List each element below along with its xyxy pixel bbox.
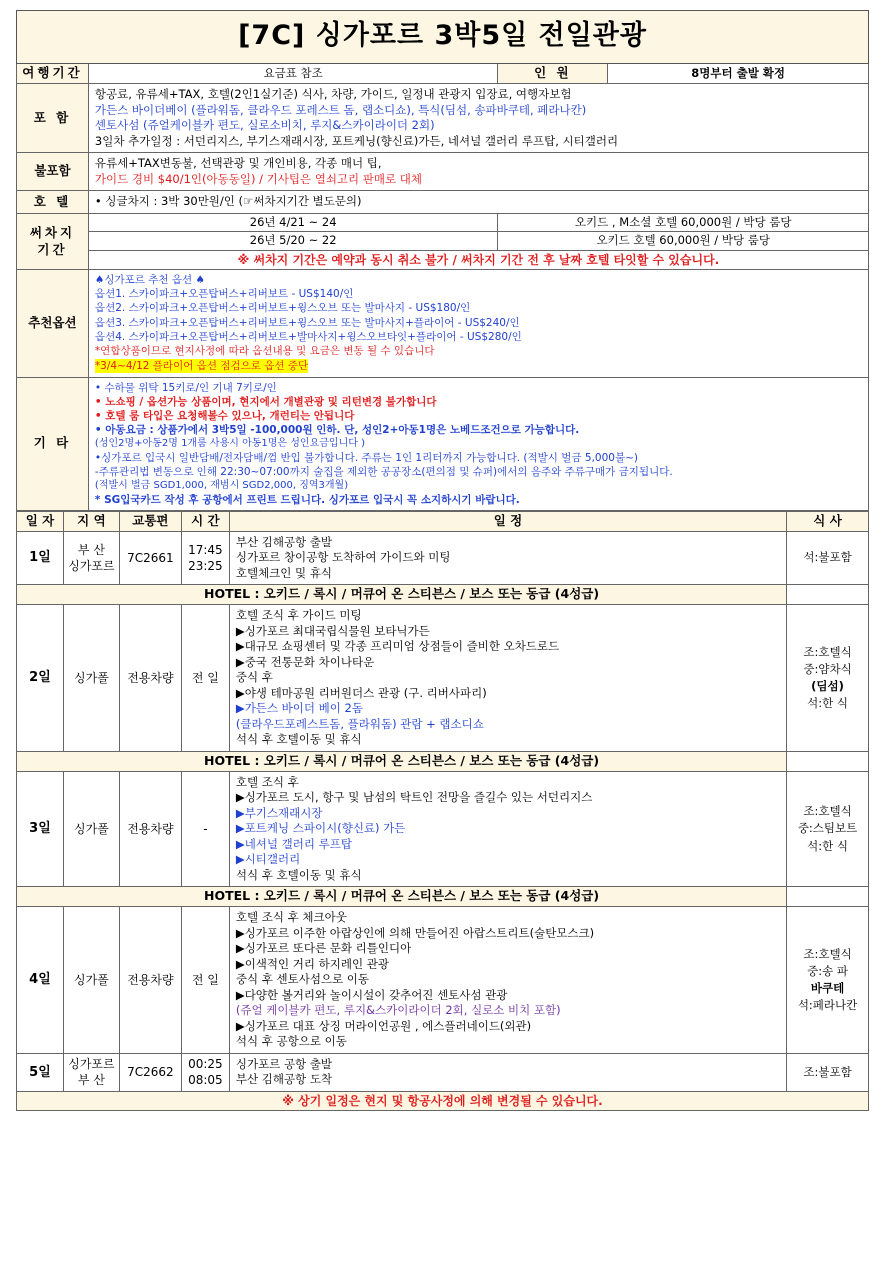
itinerary-line: 석식 후 공항으로 이동 xyxy=(235,1034,347,1049)
exclude-label: 불포함 xyxy=(17,153,89,191)
include-label: 포 함 xyxy=(17,84,89,153)
etc-line-3: • 호텔 룸 타입은 요청해볼수 있으나, 개런티는 안됩니다 xyxy=(94,410,355,423)
hotel-info-row xyxy=(17,585,869,605)
day-index: 2일 xyxy=(17,605,64,752)
surcharge-row-1 xyxy=(17,213,869,232)
include-row xyxy=(17,84,869,153)
day-time: 전 일 xyxy=(181,907,229,1054)
meal-line: 석:불포함 xyxy=(803,550,852,565)
day-itinerary xyxy=(229,907,786,1054)
hotel-label: 호 텔 xyxy=(17,191,89,214)
include-line-3: 센토사섬 (쥬얼케이블카 편도, 실로소비치, 루지&스카이라이더 2회) xyxy=(94,118,435,133)
table-row xyxy=(17,907,869,1054)
hotel-info-row xyxy=(17,887,869,907)
day-region xyxy=(63,1053,119,1091)
option-label: 추천옵션 xyxy=(17,270,89,378)
meal-line: 석:한 식 xyxy=(807,696,848,711)
day-region xyxy=(63,531,119,585)
table-row xyxy=(17,531,869,585)
period-row xyxy=(17,64,869,84)
col-header-time: 시 간 xyxy=(181,511,229,531)
day-itinerary xyxy=(229,1053,786,1091)
hotel-info-row xyxy=(17,751,869,771)
footer-note: ※ 상기 일정은 현지 및 항공사정에 의해 변경될 수 있습니다. xyxy=(17,1091,869,1110)
document-page xyxy=(0,10,885,1265)
itinerary-line: 석식 후 호텔이동 및 휴식 xyxy=(235,867,362,882)
col-header-meals: 식 사 xyxy=(787,511,869,531)
day-meals xyxy=(787,771,869,887)
day-transport: 전용차량 xyxy=(119,771,181,887)
meal-line: 중:얌차식 xyxy=(803,661,852,676)
itinerary-line: ▶야생 테마공원 리버원더스 관광 (구. 리버사파리) xyxy=(235,685,487,700)
region-line: 싱가포르 xyxy=(68,559,115,574)
day-time: 전 일 xyxy=(181,605,229,752)
itinerary-line: 싱가포르 창이공항 도착하여 가이드와 미팅 xyxy=(235,550,451,565)
itinerary-line: ▶싱가포르 대표 상징 머라이언공원 , 에스플러네이드(외관) xyxy=(235,1018,532,1033)
hotel-meal-spacer xyxy=(787,751,869,771)
option-note-highlight: *3/4~4/12 플라이어 옵션 점검으로 옵션 중단 xyxy=(94,360,309,373)
hotel-info: HOTEL : 오키드 / 록시 / 머큐어 온 스티븐스 / 보스 또는 동급 (4성급) xyxy=(17,887,787,907)
travel-period-value: 요금표 참조 xyxy=(88,64,497,84)
title-row xyxy=(17,11,869,64)
hotel-row xyxy=(17,191,869,214)
meal-line: 바쿠테 xyxy=(810,981,845,995)
itinerary-line: ▶다양한 볼거리와 놀이시설이 갖추어진 센토사섬 관광 xyxy=(235,987,508,1002)
page-title: [7C] 싱가포르 3박5일 전일관광 xyxy=(17,11,869,64)
time-line: 08:05 xyxy=(188,1073,223,1088)
itinerary-line: ▶중국 전통문화 차이나타운 xyxy=(235,654,375,669)
meal-line: 중:스팀보트 xyxy=(797,821,858,836)
col-header-day: 일 자 xyxy=(17,511,64,531)
include-line-1: 항공료, 유류세+TAX, 호텔(2인1실기준) 식사, 차량, 가이드, 일정내 관광지 입장료, 여행자보험 xyxy=(94,87,572,102)
hotel-meal-spacer xyxy=(787,585,869,605)
exclude-line-1: 유류세+TAX변동불, 선택관광 및 개인비용, 각종 매너 팁, xyxy=(94,156,382,171)
region-line: 부 산 xyxy=(77,542,105,557)
hotel-value: • 싱글차지 : 3박 30만원/인 (☞써차지기간 별도문의) xyxy=(88,191,868,214)
itinerary-line: ▶싱가포르 도시, 항구 및 남섬의 탁트인 전망을 즐길수 있는 서던리지스 xyxy=(235,790,593,805)
surcharge-date-2: 26년 5/20 ~ 22 xyxy=(88,232,497,251)
include-line-2: 가든스 바이더베이 (플라워돔, 클라우드 포레스트 돔, 랩소디쇼), 특식(딤섬, 송파바쿠테, 페라나칸) xyxy=(94,102,587,117)
option-row xyxy=(17,270,869,378)
day-time xyxy=(181,531,229,585)
itinerary-line: 중식 후 센토사섬으로 이동 xyxy=(235,972,370,987)
meal-line: 중:송 파 xyxy=(807,963,848,978)
etc-line-5: (성인2명+아동2명 1개룸 사용시 아동1명은 성인요금입니다 ) xyxy=(94,438,365,450)
surcharge-detail-2: 오키드 호텔 60,000원 / 박당 룸당 xyxy=(498,232,869,251)
meal-line: 석:페라나칸 xyxy=(797,998,858,1013)
itinerary-line: ▶싱가포르 이주한 아랍상인에 의해 만들어진 아랍스트리트(술탄모스크) xyxy=(235,925,595,940)
include-content xyxy=(88,84,868,153)
etc-line-4: • 아동요금 : 상품가에서 3박5일 -100,000원 인하. 단, 성인2+아동1명은 노베드조건으로 가능합니다. xyxy=(94,424,580,437)
day-transport: 7C2662 xyxy=(119,1053,181,1091)
travel-period-label: 여행기간 xyxy=(17,64,89,84)
day-time: - xyxy=(181,771,229,887)
itinerary-line: 호텔 조식 후 가이드 미팅 xyxy=(235,608,362,623)
itinerary-line: 호텔 조식 후 xyxy=(235,774,299,789)
col-header-itinerary: 일 정 xyxy=(229,511,786,531)
day-region: 싱가폴 xyxy=(63,771,119,887)
itinerary-line: 부산 김해공항 도착 xyxy=(235,1072,333,1087)
etc-line-9: * SG입국카드 작성 후 공항에서 프린트 드립니다. 싱가포르 입국시 꼭 소지하시기 바랍니다. xyxy=(94,493,520,506)
meal-line: 조:호텔식 xyxy=(803,804,852,819)
day-transport: 전용차량 xyxy=(119,605,181,752)
itinerary-line: 호텔체크인 및 휴식 xyxy=(235,565,333,580)
itinerary-line: ▶이색적인 거리 하지레인 관광 xyxy=(235,956,389,971)
itinerary-line: 호텔 조식 후 체크아웃 xyxy=(235,910,347,925)
surcharge-date-1: 26년 4/21 ~ 24 xyxy=(88,213,497,232)
surcharge-detail-1: 오키드 , M소셜 호텔 60,000원 / 박당 룸당 xyxy=(498,213,869,232)
day-time xyxy=(181,1053,229,1091)
etc-line-7: -주류관리법 변동으로 인해 22:30~07:00까지 술집을 제외한 공공장소(편의점 및 슈퍼)에서의 음주와 주류구매가 금지됩니다. xyxy=(94,466,673,479)
etc-line-8: (적발시 벌금 SGD1,000, 재범시 SGD2,000, 징역3개월) xyxy=(94,480,349,492)
footer-note-row xyxy=(17,1091,869,1110)
meal-line: 석:한 식 xyxy=(807,838,848,853)
etc-row xyxy=(17,377,869,510)
include-line-4: 3일차 추가일정 : 서던리지스, 부기스재래시장, 포트케닝(향신료)가든, 네셔널 갤러리 루프탑, 시티갤러리 xyxy=(94,133,619,148)
col-header-region: 지 역 xyxy=(63,511,119,531)
option-title: ♠싱가포르 추천 옵션 ♠ xyxy=(94,274,205,287)
meal-line: 조:호텔식 xyxy=(803,946,852,961)
day-meals xyxy=(787,531,869,585)
table-row xyxy=(17,1053,869,1091)
day-meals xyxy=(787,907,869,1054)
itinerary-line: (클라우드포레스트돔, 플라워돔) 관람 + 랩소디쇼 xyxy=(235,716,484,731)
people-label: 인 원 xyxy=(498,64,608,84)
col-header-transport: 교통편 xyxy=(119,511,181,531)
day-meals xyxy=(787,605,869,752)
day-index: 4일 xyxy=(17,907,64,1054)
region-line: 싱가포르 xyxy=(68,1057,115,1072)
etc-line-2: • 노쇼핑 / 옵션가능 상품이며, 현지에서 개별관광 및 리턴변경 불가합니다 xyxy=(94,395,437,408)
option-line-2: 옵션2. 스카이파크+오픈탑버스+리버보트+윙스오브 또는 발마사지 - US$180/인 xyxy=(94,302,471,315)
table-row xyxy=(17,605,869,752)
surcharge-row-2 xyxy=(17,232,869,251)
etc-line-1: • 수하물 위탁 15키로/인 기내 7키로/인 xyxy=(94,381,277,394)
exclude-content xyxy=(88,153,868,191)
hotel-meal-spacer xyxy=(787,887,869,907)
meal-line: 조:호텔식 xyxy=(803,644,852,659)
etc-line-6: •싱가포르 입국시 일반담배/전자담배/껌 반입 불가합니다. 주류는 1인 1리터까지 가능합니다. (적발시 벌금 5,000불~) xyxy=(94,451,638,464)
surcharge-label-line2: 기간 xyxy=(37,241,68,257)
itinerary-line: 부산 김해공항 출발 xyxy=(235,534,333,549)
surcharge-label-line1: 써차지 xyxy=(29,224,76,240)
meal-line: 조:불포함 xyxy=(803,1064,852,1079)
time-line: 00:25 xyxy=(188,1057,223,1072)
day-itinerary xyxy=(229,531,786,585)
day-region: 싱가폴 xyxy=(63,907,119,1054)
itinerary-line: 중식 후 xyxy=(235,670,273,685)
itinerary-line: ▶가든스 바이더 베이 2돔 xyxy=(235,701,363,716)
meal-line: (딤섬) xyxy=(811,679,844,693)
day-index: 5일 xyxy=(17,1053,64,1091)
itinerary-line: ▶싱가포르 또다른 문화 리틀인디아 xyxy=(235,941,412,956)
itinerary-line: ▶시티갤러리 xyxy=(235,852,301,867)
day-transport: 7C2661 xyxy=(119,531,181,585)
option-content xyxy=(88,270,868,378)
day-transport: 전용차량 xyxy=(119,907,181,1054)
itinerary-line: ▶네셔널 갤러리 루프탑 xyxy=(235,836,352,851)
hotel-info: HOTEL : 오키드 / 록시 / 머큐어 온 스티븐스 / 보스 또는 동급 (4성급) xyxy=(17,751,787,771)
etc-label: 기 타 xyxy=(17,377,89,510)
itinerary-line: ▶포트케닝 스파이시(향신료) 가든 xyxy=(235,821,406,836)
info-table xyxy=(16,10,869,511)
schedule-header-row xyxy=(17,511,869,531)
itinerary-line: ▶부기스재래시장 xyxy=(235,805,323,820)
etc-content xyxy=(88,377,868,510)
day-itinerary xyxy=(229,771,786,887)
table-row xyxy=(17,771,869,887)
option-line-4: 옵션4. 스카이파크+오픈탑버스+리버보트+발마사지+윙스오브타잇+플라이어 - US$280/인 xyxy=(94,330,522,343)
hotel-info: HOTEL : 오키드 / 록시 / 머큐어 온 스티븐스 / 보스 또는 동급 (4성급) xyxy=(17,585,787,605)
surcharge-note: ※ 써차지 기간은 예약과 동시 취소 불가 / 써차지 기간 전 후 날짜 호텔 타잇할 수 있습니다. xyxy=(88,250,868,269)
time-line: 17:45 xyxy=(188,542,223,557)
day-meals xyxy=(787,1053,869,1091)
itinerary-line: 석식 후 호텔이동 및 휴식 xyxy=(235,732,362,747)
itinerary-line: (쥬얼 케이블카 편도, 루지&스카이라이더 2회, 실로소 비치 포함) xyxy=(235,1003,561,1018)
schedule-table xyxy=(16,511,869,1111)
itinerary-line: 싱가포르 공항 출발 xyxy=(235,1056,333,1071)
option-line-1: 옵션1. 스카이파크+오픈탑버스+리버보트 - US$140/인 xyxy=(94,288,354,301)
surcharge-label xyxy=(17,213,89,269)
day-index: 3일 xyxy=(17,771,64,887)
option-note-red: *연합상품이므로 현지사정에 따라 옵션내용 및 요금은 변동 될 수 있습니다 xyxy=(94,345,435,357)
surcharge-note-row xyxy=(17,250,869,269)
exclude-row xyxy=(17,153,869,191)
day-itinerary xyxy=(229,605,786,752)
region-line: 부 산 xyxy=(77,1073,105,1088)
option-line-3: 옵션3. 스카이파크+오픈탑버스+리버보트+윙스오브 또는 발마사지+플라이어 - US$240/인 xyxy=(94,316,520,329)
exclude-line-2: 가이드 경비 $40/1인(아동동일) / 기사팁은 열쇠고리 판매로 대체 xyxy=(94,171,423,186)
itinerary-line: ▶싱가포르 최대국립식물원 보타닉가든 xyxy=(235,623,430,638)
itinerary-line: ▶대규모 쇼핑센터 및 각종 프리미엄 상점들이 즐비한 오차드로드 xyxy=(235,639,560,654)
time-line: 23:25 xyxy=(188,559,223,574)
day-index: 1일 xyxy=(17,531,64,585)
day-region: 싱가폴 xyxy=(63,605,119,752)
people-value: 8명부터 출발 확정 xyxy=(608,64,869,84)
